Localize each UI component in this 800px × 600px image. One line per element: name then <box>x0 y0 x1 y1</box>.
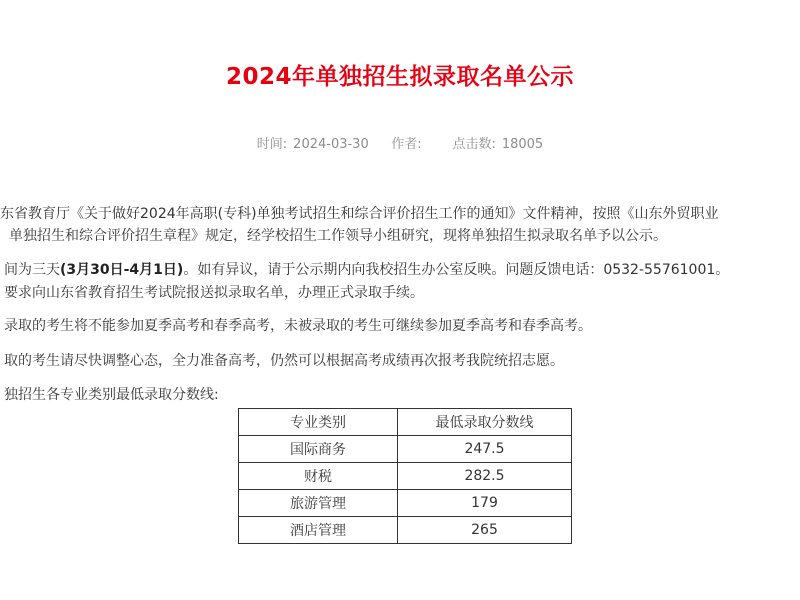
table-cell-category: 财税 <box>239 463 398 490</box>
table-header-category: 专业类别 <box>239 409 398 436</box>
paragraph-2-suffix: 。如有异议，请于公示期内向我校招生办公室反映。问题反馈电话：0532-55761001。 <box>183 262 730 278</box>
paragraph-1-line-1: 东省教育厅《关于做好2024年高职(专科)单独考试招生和综合评价招生工作的通知》文件精神，按照《山东外贸职业 <box>0 206 719 222</box>
table-cell-score: 179 <box>398 490 572 517</box>
table-cell-category: 旅游管理 <box>239 490 398 517</box>
table-row <box>239 436 572 463</box>
meta-time-label: 时间: <box>256 137 288 152</box>
table-cell-score: 265 <box>398 517 572 544</box>
meta-clicks-label: 点击数: <box>452 137 496 152</box>
table-cell-score: 282.5 <box>398 463 572 490</box>
meta-clicks-value: 18005 <box>501 137 544 152</box>
table-header-score: 最低录取分数线 <box>398 409 572 436</box>
table-cell-score: 247.5 <box>398 436 572 463</box>
article-title: 2024年单独招生拟录取名单公示 <box>225 64 574 90</box>
meta-author-label: 作者: <box>391 137 422 152</box>
table-row <box>239 517 572 544</box>
table-row <box>239 490 572 517</box>
article-meta <box>0 133 800 152</box>
meta-time-value: 2024-03-30 <box>293 137 369 152</box>
table-cell-category: 酒店管理 <box>239 517 398 544</box>
table-row <box>239 463 572 490</box>
paragraph-4: 录取的考生将不能参加夏季高考和春季高考，未被录取的考生可继续参加夏季高考和春季高考。 <box>4 318 592 334</box>
paragraph-2-prefix: 间为三天 <box>4 262 60 278</box>
table-header-row <box>239 409 572 436</box>
paragraph-3: 要求向山东省教育招生考试院报送拟录取名单，办理正式录取手续。 <box>4 285 424 301</box>
paragraph-2-dates: (3月30日-4月1日) <box>60 262 184 278</box>
paragraph-6: 独招生各专业类别最低录取分数线: <box>4 387 219 403</box>
paragraph-2 <box>4 260 800 280</box>
score-table <box>238 408 572 544</box>
paragraph-1-line-2: 单独招生和综合评价招生章程》规定，经学校招生工作领导小组研究，现将单独招生拟录取名单予以公示。 <box>9 228 667 244</box>
table-cell-category: 国际商务 <box>239 436 398 463</box>
paragraph-5: 取的考生请尽快调整心态，全力准备高考，仍然可以根据高考成绩再次报考我院统招志愿。 <box>4 353 564 369</box>
